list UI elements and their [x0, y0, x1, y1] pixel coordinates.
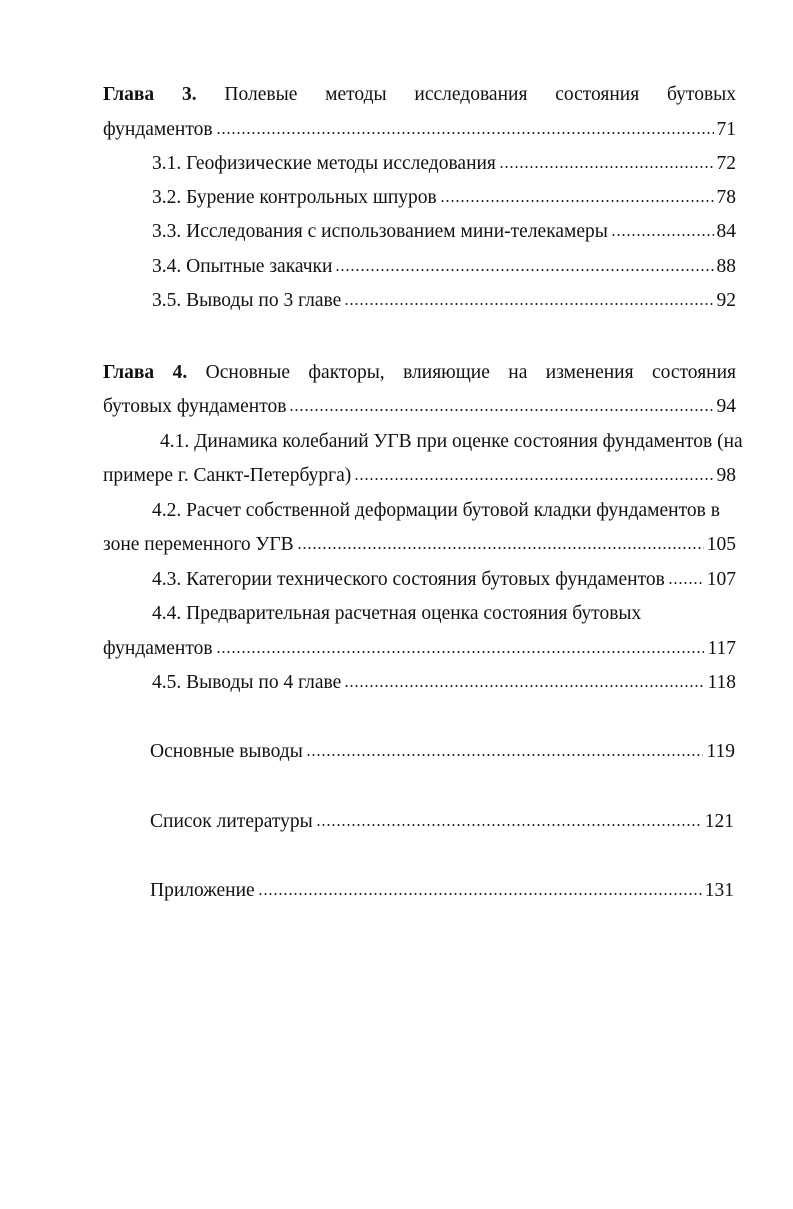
- leader-dots: [354, 477, 713, 481]
- toc-entry-page: 117: [707, 638, 736, 659]
- toc-entry-title: Основные выводы: [150, 741, 303, 762]
- leader-dots: [344, 302, 713, 306]
- toc-entry-title-cont: зоне переменного УГВ: [103, 534, 294, 555]
- toc-entry-4-1-line2: [103, 463, 736, 489]
- chapter3-heading-line1: [103, 82, 736, 108]
- toc-entry-title: 3.4. Опытные закачки: [152, 256, 333, 277]
- toc-entry-page: 118: [707, 672, 736, 693]
- leader-dots: [306, 753, 704, 757]
- leader-dots: [216, 650, 705, 654]
- leader-dots: [258, 892, 702, 896]
- toc-entry-4-4-line1: [152, 601, 736, 627]
- toc-entry-title: 4.2. Расчет собственной деформации бутовой кладки фундаментов в: [152, 500, 720, 521]
- toc-entry-title: 3.3. Исследования с использованием мини-телекамеры: [152, 221, 608, 242]
- leader-dots: [316, 823, 702, 827]
- leader-dots: [499, 165, 714, 169]
- toc-entry-title: 4.4. Предварительная расчетная оценка состояния бутовых: [152, 603, 642, 624]
- chapter4-page: 94: [716, 396, 736, 417]
- toc-entry-page: 105: [706, 534, 736, 555]
- toc-entry-page: 72: [716, 153, 736, 174]
- toc-entry-3-1: [152, 151, 736, 177]
- toc-entry-4-2-line2: [103, 532, 736, 558]
- toc-entry-3-3: [152, 219, 736, 245]
- toc-entry-title-cont: фундаментов: [103, 638, 213, 659]
- toc-entry-appendix: [150, 878, 734, 904]
- chapter3-heading-line2: [103, 117, 736, 143]
- toc-entry-title: 3.2. Бурение контрольных шпуров: [152, 187, 437, 208]
- chapter4-heading-line2: [103, 394, 736, 420]
- toc-entry-page: 84: [716, 221, 736, 242]
- chapter4-title-line2: бутовых фундаментов: [103, 396, 287, 417]
- toc-entry-4-2-line1: [152, 498, 736, 524]
- toc-entry-page: 107: [706, 569, 736, 590]
- chapter4-label: Глава 4.: [103, 362, 188, 383]
- toc-entry-4-1-line1: [160, 429, 743, 455]
- chapter3-page: 71: [716, 119, 736, 140]
- toc-entry-title: 3.5. Выводы по 3 главе: [152, 290, 342, 311]
- leader-dots: [289, 408, 713, 412]
- leader-dots: [216, 131, 714, 135]
- toc-entry-title: 4.5. Выводы по 4 главе: [152, 672, 342, 693]
- toc-entry-3-5: [152, 288, 736, 314]
- toc-entry-title: Список литературы: [150, 811, 313, 832]
- toc-entry-page: 98: [716, 465, 736, 486]
- toc-entry-conclusions: [150, 739, 735, 765]
- leader-dots: [344, 684, 704, 688]
- toc-entry-page: 88: [716, 256, 736, 277]
- leader-dots: [297, 546, 704, 550]
- toc-entry-4-3: [152, 567, 736, 593]
- toc-entry-title: 4.1. Динамика колебаний УГВ при оценке состояния фундаментов (на: [160, 431, 743, 452]
- toc-entry-3-2: [152, 185, 736, 211]
- toc-entry-title: 4.3. Категории технического состояния бутовых фундаментов: [152, 569, 665, 590]
- chapter4-title-line1: Основные факторы, влияющие на изменения состояния: [205, 362, 736, 383]
- toc-entry-title: Приложение: [150, 880, 255, 901]
- toc-entry-page: 78: [716, 187, 736, 208]
- leader-dots: [335, 268, 713, 272]
- leader-dots: [611, 233, 714, 237]
- chapter4-heading-line1: [103, 360, 736, 386]
- toc-entry-page: 121: [704, 811, 734, 832]
- toc-entry-4-5: [152, 670, 736, 696]
- chapter3-title-line2: фундаментов: [103, 119, 213, 140]
- leader-dots: [440, 199, 714, 203]
- toc-entry-4-4-line2: [103, 636, 736, 662]
- toc-entry-page: 119: [706, 741, 735, 762]
- toc-entry-page: 131: [704, 880, 734, 901]
- chapter3-label: Глава 3.: [103, 84, 197, 105]
- chapter3-title-line1: Полевые методы исследования состояния бутовых: [224, 84, 737, 105]
- toc-entry-title: 3.1. Геофизические методы исследования: [152, 153, 496, 174]
- leader-dots: [668, 581, 704, 585]
- toc-entry-3-4: [152, 254, 736, 280]
- toc-entry-title-cont: примере г. Санкт-Петербурга): [103, 465, 352, 486]
- toc-entry-references: [150, 809, 734, 835]
- toc-entry-page: 92: [716, 290, 736, 311]
